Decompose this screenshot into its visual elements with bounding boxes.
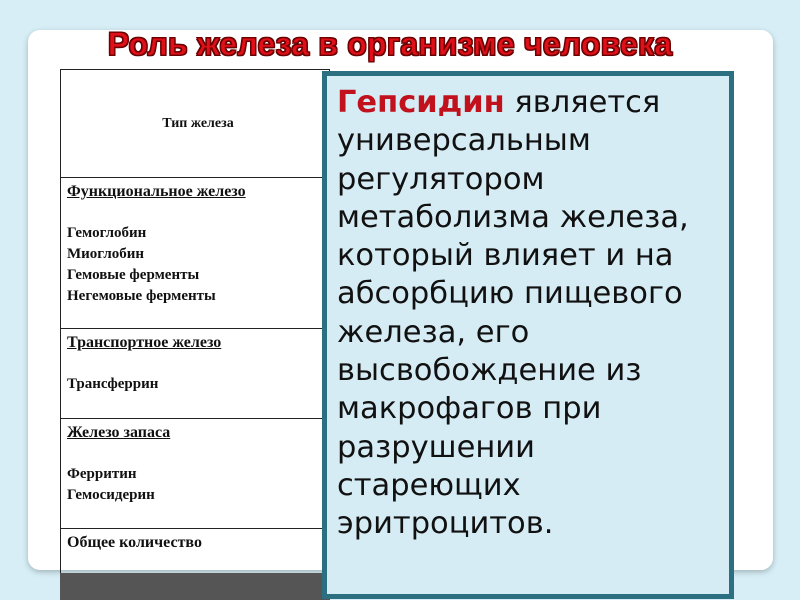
list-item: Миоглобин: [67, 246, 145, 262]
iron-types-table: [60, 69, 330, 575]
table-header-row: [61, 70, 330, 178]
table-cell: [61, 419, 330, 529]
group-heading-functional: Функциональное железо: [67, 183, 246, 200]
group-heading-transport: Транспортное железо: [67, 334, 222, 351]
table-row: [61, 178, 330, 329]
list-item: Гемосидерин: [67, 487, 155, 503]
hepcidin-callout: [322, 71, 734, 599]
table-bottom-strip: [60, 573, 330, 600]
table-header-cell: Тип железа: [61, 70, 330, 178]
table-cell: [61, 178, 330, 329]
list-item: Гемовые ферменты: [67, 267, 200, 283]
callout-text: является универсальным регулятором метаболизма железа, который влияет и на абсорбцию пищевого железа, его высвобождение из макрофагов при разрушении стареющих эритроцитов.: [337, 85, 689, 542]
slide-title: Роль железа в организме человека: [107, 26, 673, 62]
table-cell: [61, 529, 330, 575]
callout-term: Гепсидин: [337, 85, 505, 120]
list-item: Гемоглобин: [67, 225, 147, 241]
group-heading-storage: Железо запаса: [67, 424, 171, 441]
list-item: Трансферрин: [67, 376, 159, 392]
table-row: [61, 419, 330, 529]
table-row: [61, 529, 330, 575]
list-item: Негемовые ферменты: [67, 288, 216, 304]
table-cell: [61, 329, 330, 419]
list-item: Ферритин: [67, 466, 137, 482]
group-heading-total: Общее количество: [67, 534, 202, 551]
table-row: [61, 329, 330, 419]
